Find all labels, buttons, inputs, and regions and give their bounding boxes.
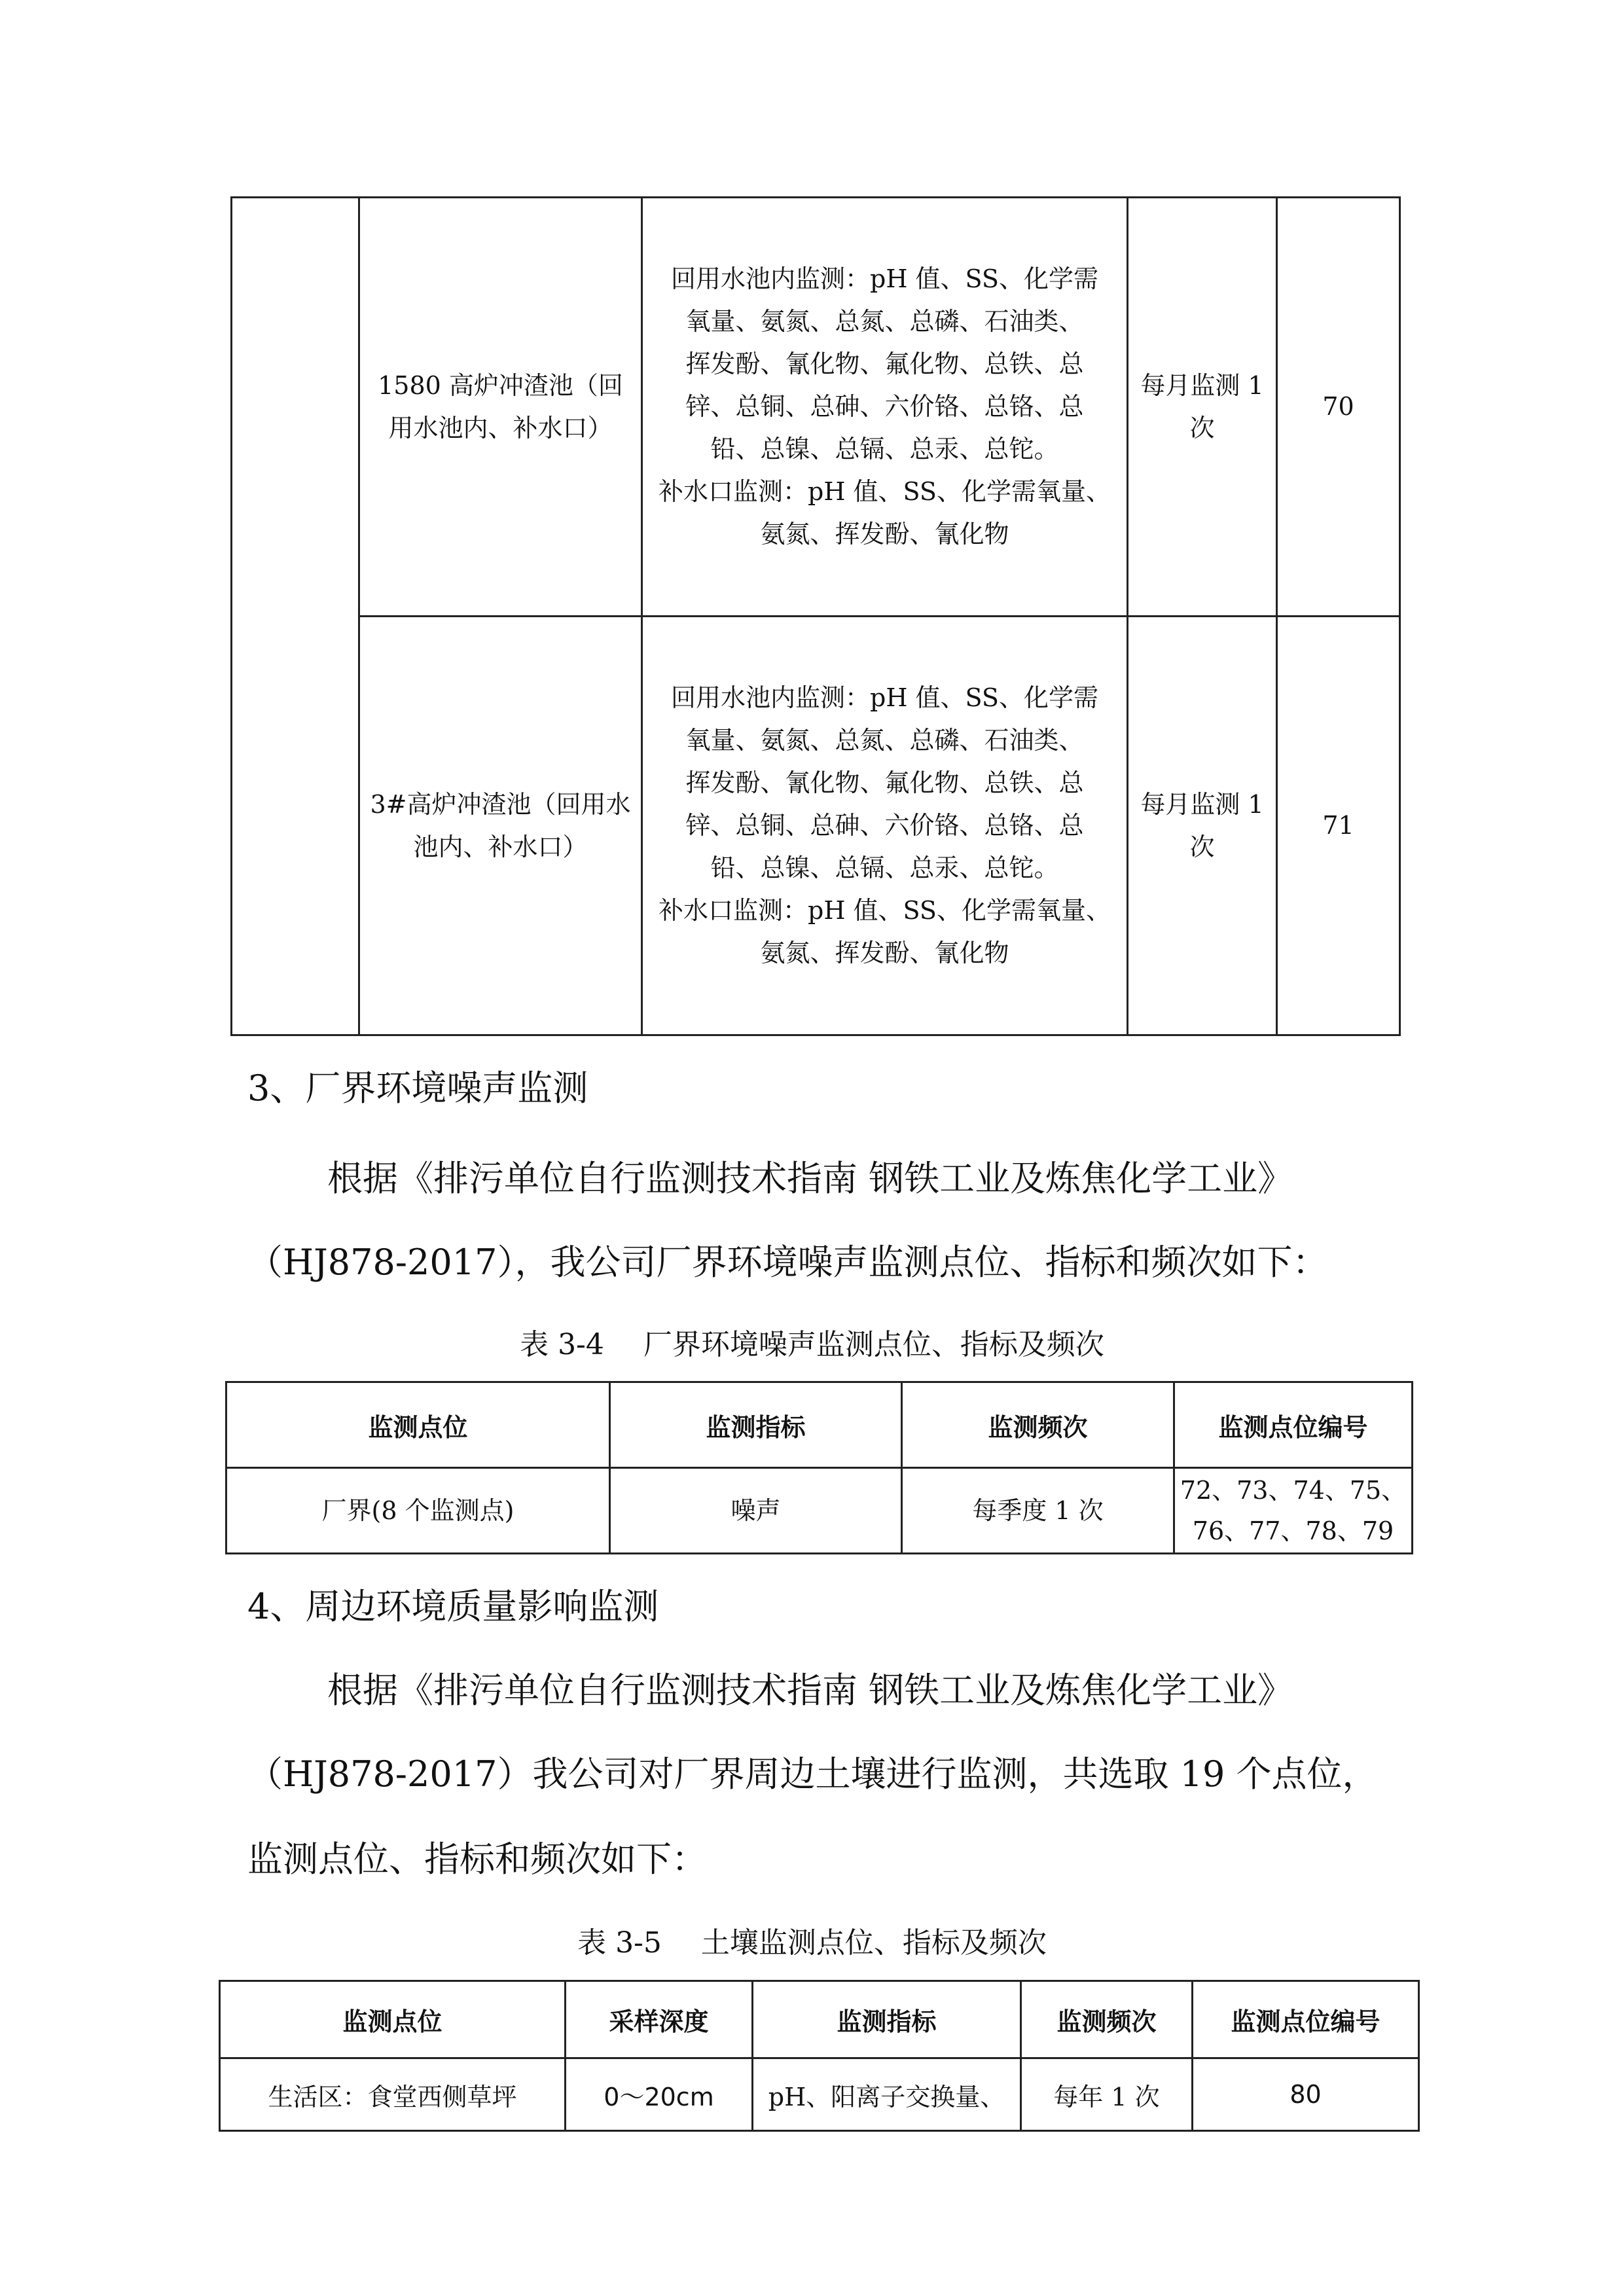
monitoring-location: 3#高炉冲渣池（回用水池内、补水口） [359, 617, 642, 1035]
monitoring-indicator: pH、阳离子交换量、 [753, 2058, 1021, 2131]
indicator-line: 补水口监测：pH 值、SS、化学需氧量、 [659, 477, 1111, 506]
column-header: 采样深度 [566, 1981, 753, 2058]
indicator-line: 回用水池内监测：pH 值、SS、化学需 [671, 683, 1098, 712]
indicator-line: 氧量、氨氮、总氮、总磷、石油类、 [685, 726, 1084, 755]
column-header: 监测点位 [220, 1981, 566, 2058]
caption-number: 表 3-5 [577, 1926, 662, 1960]
indicator-line: 铅、总镍、总镉、总汞、总铊。 [710, 853, 1059, 882]
monitoring-location: 厂界(8 个监测点) [226, 1468, 610, 1554]
column-header: 监测频次 [1021, 1981, 1193, 2058]
caption-number: 表 3-4 [520, 1328, 604, 1361]
section-4-heading: 4、周边环境质量影响监测 [247, 1586, 659, 1627]
monitoring-point-number: 71 [1277, 617, 1400, 1035]
monitoring-point-number [1174, 1468, 1413, 1554]
table-row [232, 617, 1400, 1035]
monitoring-indicators [642, 617, 1128, 1035]
section-3-heading: 3、厂界环境噪声监测 [247, 1067, 588, 1109]
table-row [226, 1468, 1413, 1554]
column-header: 监测点位编号 [1174, 1382, 1413, 1468]
table-row [232, 198, 1400, 617]
indicator-line: 氨氮、挥发酚、氰化物 [760, 939, 1009, 967]
table-3-4-caption [0, 1321, 1624, 1363]
column-header: 监测指标 [753, 1981, 1021, 2058]
monitoring-frequency: 每季度 1 次 [902, 1468, 1174, 1554]
section-3-paragraph-line-1: 根据《排污单位自行监测技术指南 钢铁工业及炼焦化学工业》 [327, 1158, 1293, 1199]
indicator-line: 氧量、氨氮、总氮、总磷、石油类、 [685, 307, 1084, 336]
monitoring-frequency: 每年 1 次 [1021, 2058, 1193, 2131]
table-header-row [220, 1981, 1419, 2058]
soil-monitoring-table [219, 1980, 1420, 2132]
indicator-line: 锌、总铜、总砷、六价铬、总铬、总 [685, 811, 1084, 840]
table-header-row [226, 1382, 1413, 1468]
column-header: 监测指标 [610, 1382, 902, 1468]
indicator-line: 锌、总铜、总砷、六价铬、总铬、总 [685, 392, 1084, 421]
monitoring-location: 生活区：食堂西侧草坪 [220, 2058, 566, 2131]
indicator-line: 氨氮、挥发酚、氰化物 [760, 520, 1009, 548]
indicator-line: 回用水池内监测：pH 值、SS、化学需 [671, 264, 1098, 293]
section-4-paragraph-line-3: 监测点位、指标和频次如下： [247, 1839, 707, 1880]
column-header: 监测点位 [226, 1382, 610, 1468]
indicator-line: 补水口监测：pH 值、SS、化学需氧量、 [659, 896, 1111, 925]
sampling-depth: 0～20cm [566, 2058, 753, 2131]
section-3-paragraph-line-2: （HJ878-2017），我公司厂界环境噪声监测点位、指标和频次如下： [247, 1242, 1328, 1283]
column-header: 监测点位编号 [1193, 1981, 1419, 2058]
caption-title: 土壤监测点位、指标及频次 [700, 1926, 1047, 1960]
monitoring-frequency: 每月监测 1 次 [1128, 617, 1277, 1035]
monitoring-frequency: 每月监测 1 次 [1128, 198, 1277, 617]
noise-monitoring-table [225, 1381, 1413, 1554]
column-header: 监测频次 [902, 1382, 1174, 1468]
monitoring-indicators [642, 198, 1128, 617]
monitoring-point-number: 70 [1277, 198, 1400, 617]
merged-category-cell [232, 198, 359, 1035]
caption-title: 厂界环境噪声监测点位、指标及频次 [643, 1328, 1104, 1361]
table-3-5-caption [0, 1919, 1624, 1961]
table-row [220, 2058, 1419, 2131]
indicator-line: 铅、总镍、总镉、总汞、总铊。 [710, 435, 1059, 463]
monitoring-location: 1580 高炉冲渣池（回用水池内、补水口） [359, 198, 642, 617]
number-line: 72、73、74、75、 [1180, 1476, 1407, 1505]
wastewater-monitoring-table [230, 196, 1401, 1036]
number-line: 76、77、78、79 [1192, 1516, 1394, 1545]
monitoring-point-number: 80 [1193, 2058, 1419, 2131]
section-4-paragraph-line-1: 根据《排污单位自行监测技术指南 钢铁工业及炼焦化学工业》 [327, 1670, 1293, 1711]
section-4-paragraph-line-2: （HJ878-2017）我公司对厂界周边土壤进行监测，共选取 19 个点位， [247, 1753, 1378, 1795]
monitoring-indicator: 噪声 [610, 1468, 902, 1554]
indicator-line: 挥发酚、氰化物、氟化物、总铁、总 [685, 350, 1084, 378]
indicator-line: 挥发酚、氰化物、氟化物、总铁、总 [685, 768, 1084, 797]
